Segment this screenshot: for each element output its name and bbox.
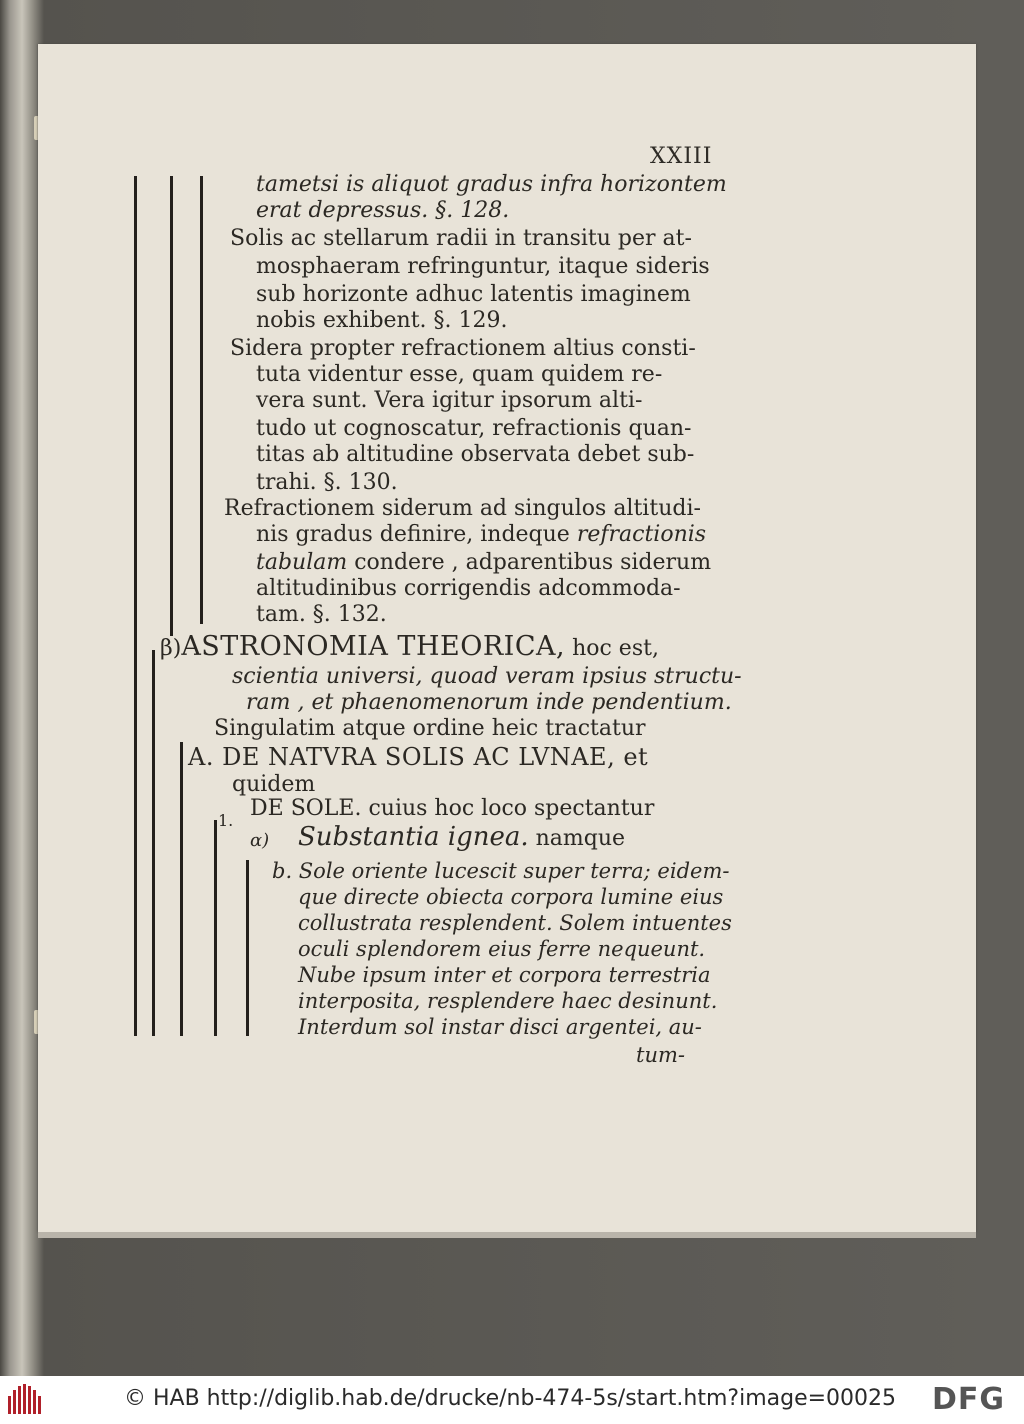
text-line: tam. §. 132. xyxy=(256,602,387,627)
text-line: quidem xyxy=(232,772,316,797)
text-line: Interdum sol instar disci argentei, au- xyxy=(298,1015,702,1039)
text-span: hoc est, xyxy=(572,636,659,661)
text-line: Refractionem siderum ad singulos altitudi- xyxy=(224,496,701,521)
page-number: XXIII xyxy=(650,144,713,169)
text-span: nis gradus definire, indeque xyxy=(256,522,570,547)
text-line: oculi splendorem eius ferre nequeunt. xyxy=(298,937,706,961)
text-line: nobis exhibent. §. 129. xyxy=(256,308,508,333)
text-line: Solis ac stellarum radii in transitu per at- xyxy=(230,226,692,251)
dfg-logo: DFG xyxy=(932,1382,1006,1417)
text-line: b. Sole oriente lucescit super terra; eidem- xyxy=(272,859,730,883)
bracket-rule xyxy=(180,742,183,1036)
bracket-rule xyxy=(152,650,155,1036)
text-line: altitudinibus corrigendis adcommoda- xyxy=(256,576,681,601)
text-line: erat depressus. §. 128. xyxy=(256,198,510,223)
text-line: mosphaeram refringuntur, itaque sideris xyxy=(256,254,710,279)
text-line: que directe obiecta corpora lumine eius xyxy=(298,885,724,909)
text-line: interposita, resplendere haec desinunt. xyxy=(298,989,718,1013)
text-line: Nube ipsum inter et corpora terrestria xyxy=(298,963,711,987)
text-line: scientia universi, quoad veram ipsius structu- xyxy=(232,664,742,689)
text-line: ram , et phaenomenorum inde pendentium. xyxy=(246,690,732,715)
text-line: sub horizonte adhuc latentis imaginem xyxy=(256,282,691,307)
text-line: tametsi is aliquot gradus infra horizontem xyxy=(256,172,727,197)
section-marker: β) xyxy=(160,636,182,661)
bracket-rule xyxy=(170,176,173,636)
italic-term: refractionis xyxy=(576,522,707,547)
text-line xyxy=(256,522,706,548)
text-line: Singulatim atque ordine heic tractatur xyxy=(214,716,646,741)
footer-bar xyxy=(0,1376,1024,1424)
text-line: titas ab altitudine observata debet sub- xyxy=(256,442,695,467)
italic-term: tabulam xyxy=(256,550,348,575)
text-line: Sidera propter refractionem altius consti- xyxy=(230,336,696,361)
text-line: trahi. §. 130. xyxy=(256,470,398,495)
copyright-link[interactable]: © HAB http://diglib.hab.de/drucke/nb-474-5s/start.htm?image=00025 xyxy=(124,1386,897,1411)
text-line: vera sunt. Vera igitur ipsorum alti- xyxy=(256,388,643,413)
bracket-rule xyxy=(200,176,203,624)
heading-caps: ASTRONOMIA THEORICA, xyxy=(181,631,566,662)
text-line xyxy=(256,550,711,576)
text-line: DE SOLE. cuius hoc loco spectantur xyxy=(250,796,655,821)
text-line xyxy=(298,824,625,852)
section-heading xyxy=(160,631,659,662)
italic-term: Substantia ignea. xyxy=(298,822,529,852)
hab-logo-icon xyxy=(6,1384,46,1414)
subsection-heading: A. DE NATVRA SOLIS AC LVNAE, et xyxy=(188,743,649,771)
page-edge xyxy=(38,1232,976,1238)
text-span: condere , adparentibus siderum xyxy=(354,550,712,575)
text-line: tuta videntur esse, quam quidem re- xyxy=(256,362,663,387)
text-line: collustrata resplendent. Solem intuentes xyxy=(298,911,732,935)
bracket-rule xyxy=(214,820,217,1036)
list-marker: α) xyxy=(250,830,270,851)
text-span: namque xyxy=(535,826,626,851)
catchword: tum- xyxy=(636,1043,685,1067)
bracket-rule xyxy=(246,860,249,1036)
text-line: tudo ut cognoscatur, refractionis quan- xyxy=(256,416,692,441)
list-number: 1. xyxy=(218,811,234,830)
bracket-rule xyxy=(134,176,137,1036)
